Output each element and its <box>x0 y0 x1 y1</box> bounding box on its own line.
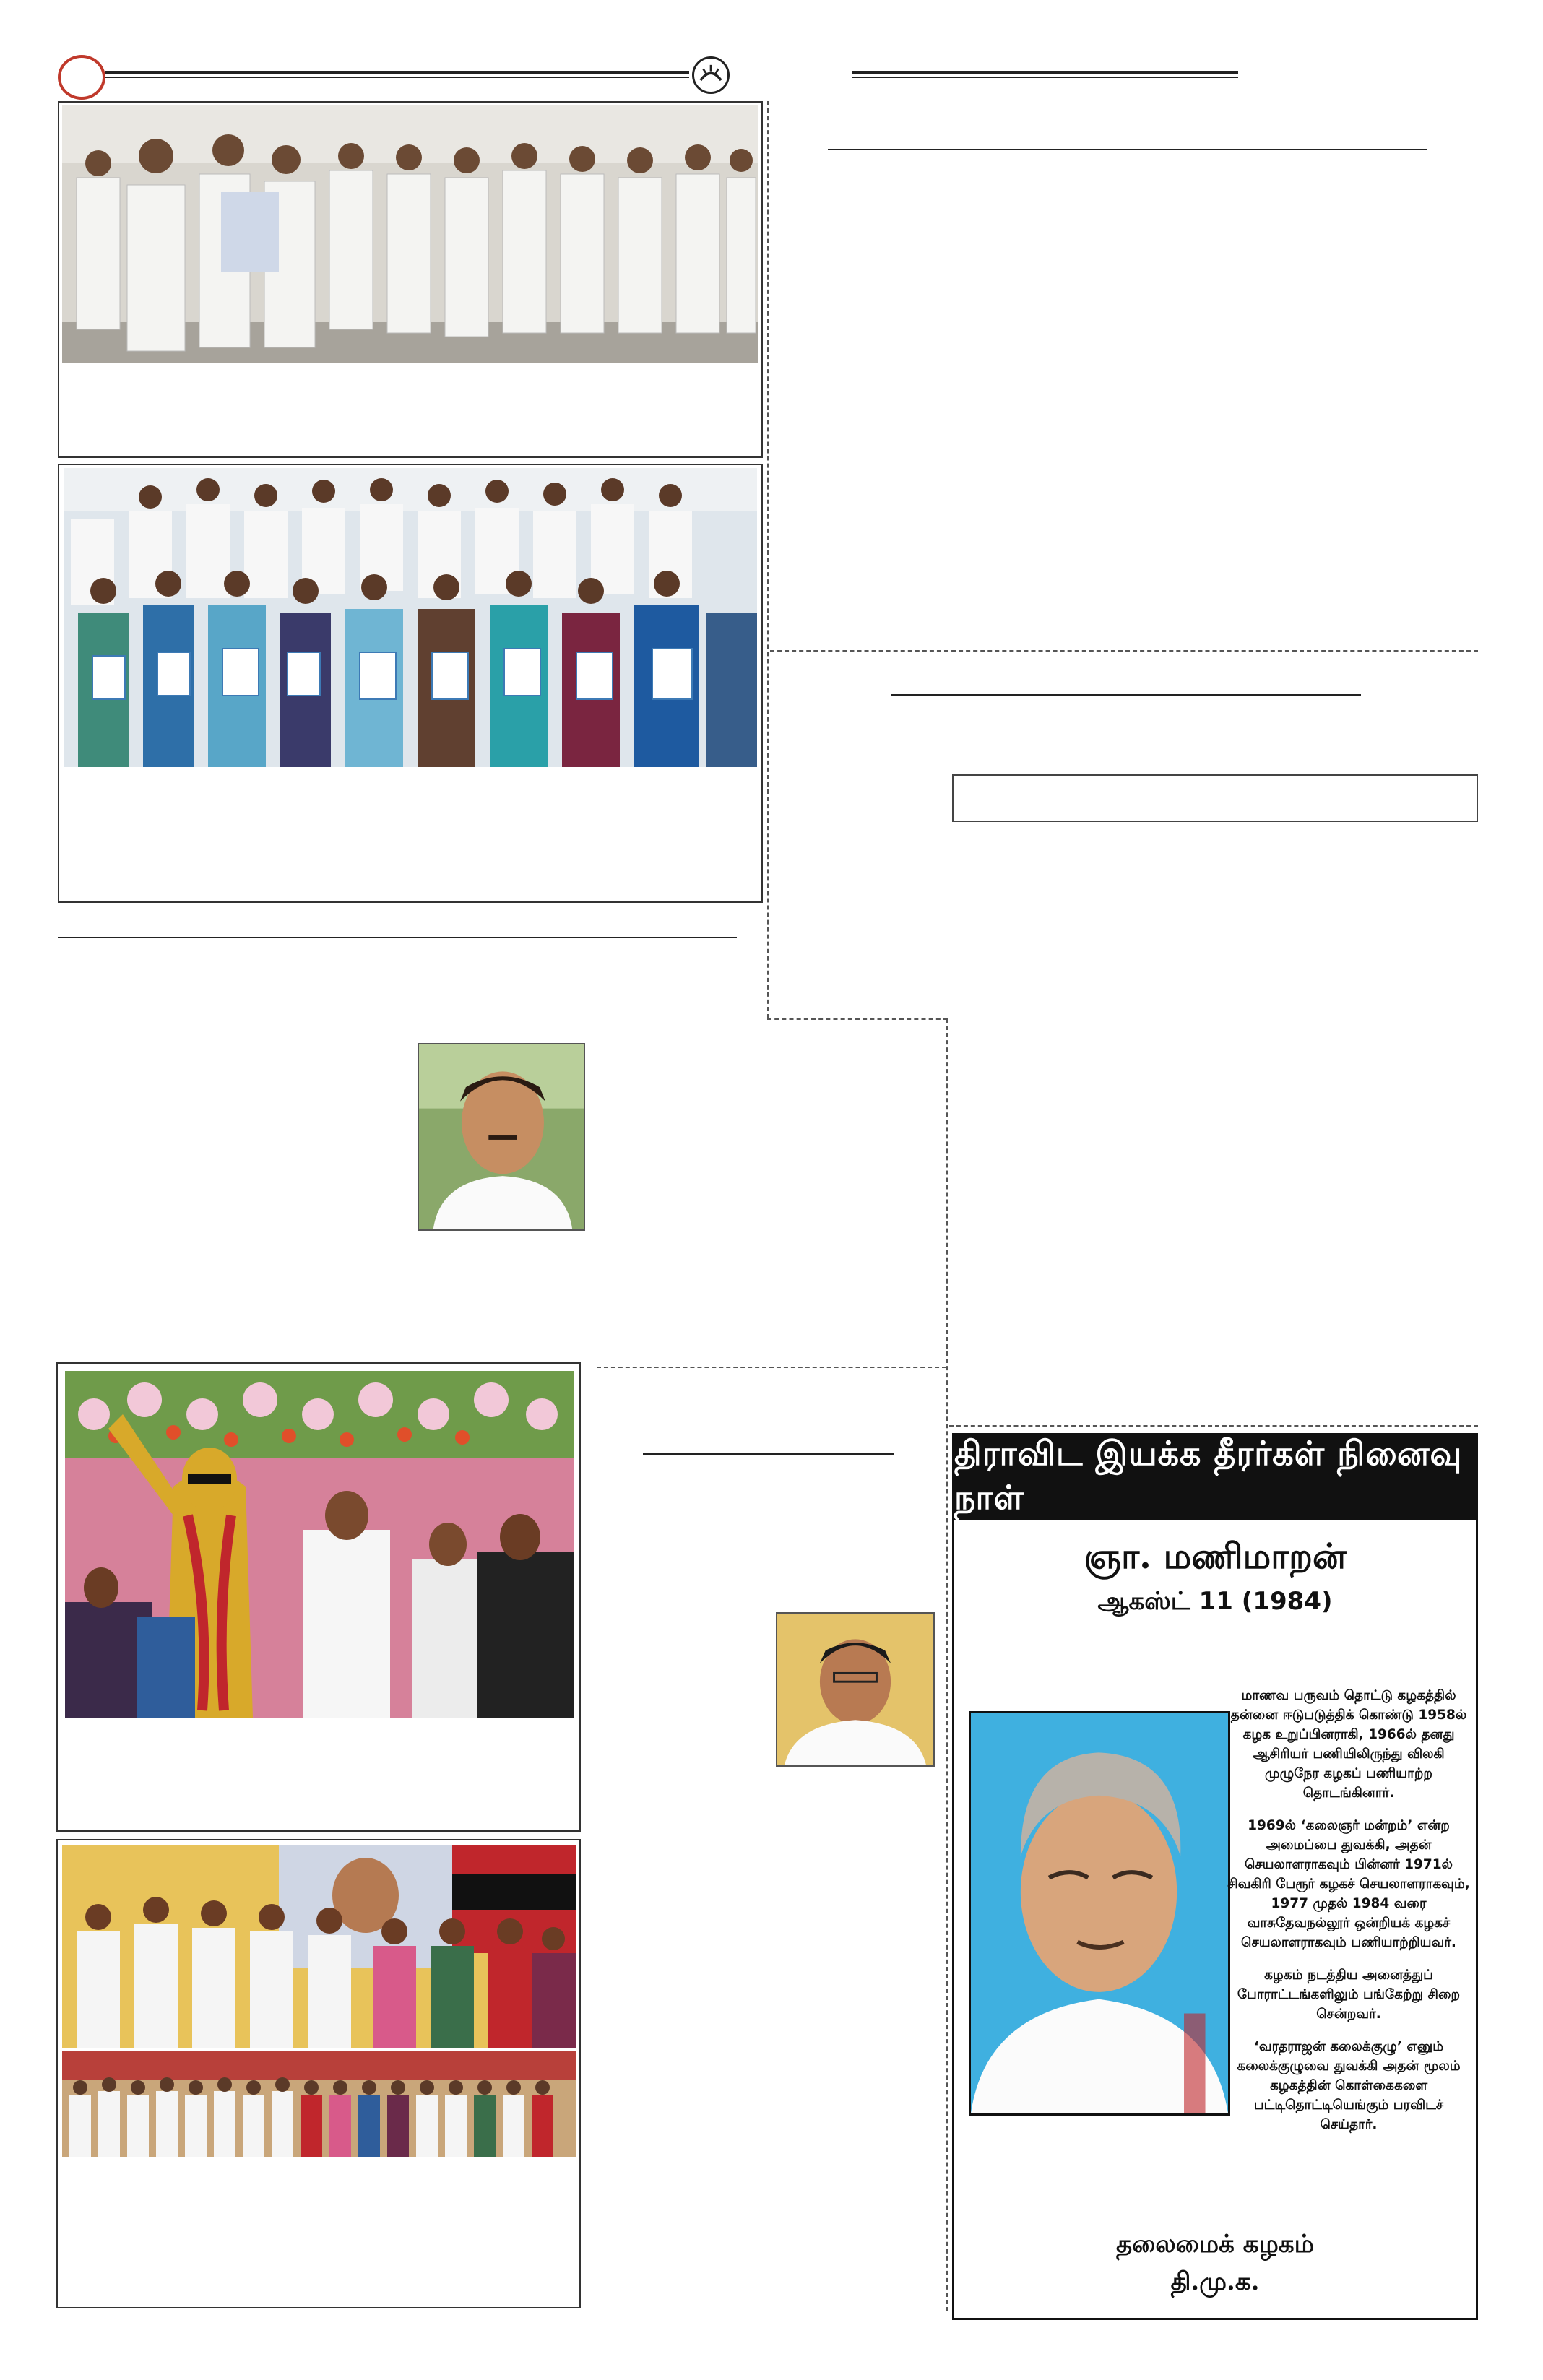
portrait-photo-2 <box>776 1612 935 1767</box>
section-separator-4 <box>949 1425 1478 1427</box>
masthead-rule <box>105 71 689 74</box>
tribute-header: திராவிட இயக்க தீரர்கள் நினைவு நாள் <box>954 1435 1476 1520</box>
rising-sun-logo-icon <box>692 56 730 94</box>
column-separator-2 <box>946 1018 948 2311</box>
tribute-biography <box>1226 1686 1471 2147</box>
masthead-rule-thin <box>105 77 689 78</box>
photo-box-2 <box>58 464 763 903</box>
tribute-paragraph: மாணவ பருவம் தொட்டு கழகத்தில் தன்னை ஈடுபடுத்திக் கொண்டு 1958ல் கழக உறுப்பினராகி, 1966ல் தனது ஆசிரியர் பணியிலிருந்து விலகி முழுநேர கழகப் பணியாற்ற தொடங்கினார். <box>1230 1688 1467 1801</box>
tribute-name: ஞா. மணிமாறன் <box>1084 1536 1347 1577</box>
right-heading-rule <box>852 71 1238 74</box>
group-meeting-photo <box>62 105 758 363</box>
section-separator-2 <box>767 1018 948 1020</box>
photo-box-4 <box>56 1839 581 2308</box>
memorial-tribute <box>952 1433 1478 2320</box>
party-event-photo-bottom <box>62 2051 576 2157</box>
page-marker-circle <box>58 55 105 100</box>
tribute-portrait <box>969 1711 1230 2116</box>
tribute-paragraph: கழகம் நடத்திய அனைத்துப் போராட்டங்களிலும் பங்கேற்று சிறை சென்றவர். <box>1237 1968 1461 2022</box>
tribute-date: ஆகஸ்ட் 11 (1984) <box>1097 1587 1333 1616</box>
left-article-rule <box>58 937 737 938</box>
tribute-paragraph: 1969ல் ‘கலைஞர் மன்றம்’ என்ற அமைப்பை துவக்கி, அதன் செயலாளராகவும் பின்னர் 1971ல் சிவகிரி பேரூர் கழகச் செயலாளராகவும், 1977 முதல் 1984 வரை வாசுதேவநல்லூர் ஒன்றியக் கழகச் செயலாளராகவும் பணியாற்றியவர். <box>1227 1818 1470 1950</box>
mid-right-heading-rule <box>891 694 1361 696</box>
right-article-rule <box>828 149 1427 150</box>
lower-mid-heading-rule <box>643 1453 894 1455</box>
portrait-photo-1 <box>418 1043 585 1231</box>
statue-garland-photo <box>65 1371 574 1718</box>
right-heading-rule-thin <box>852 77 1238 78</box>
tribute-footer-org: தலைமைக் கழகம் <box>1116 2230 1314 2259</box>
photo-box-3 <box>56 1362 581 1832</box>
section-separator-1 <box>770 650 1478 652</box>
tribute-footer-party: தி.மு.க. <box>1170 2267 1260 2296</box>
section-separator-3 <box>597 1367 946 1368</box>
certificate-ceremony-photo <box>64 468 757 767</box>
highlight-box <box>952 774 1478 822</box>
photo-box-1 <box>58 101 763 458</box>
tribute-paragraph: ‘வரதராஜன் கலைக்குழு’ எனும் கலைக்குழுவை துவக்கி அதன் மூலம் கழகத்தின் கொள்கைகளை பட்டிதொட்டியெங்கும் பரவிடச் செய்தார். <box>1237 2039 1461 2132</box>
column-separator-1 <box>767 101 769 1018</box>
party-event-photo-top <box>62 1845 576 2048</box>
